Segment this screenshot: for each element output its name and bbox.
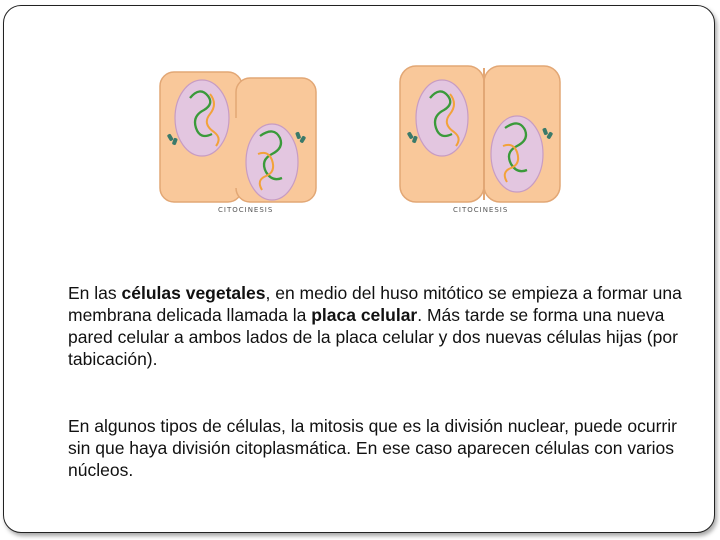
figure-label-left: CITOCINESIS (218, 206, 274, 214)
right-cell-pair (400, 66, 560, 202)
figure-label-right: CITOCINESIS (453, 206, 509, 214)
bullet-item-1 (46, 282, 686, 370)
cytokinesis-illustration (150, 58, 570, 223)
cytokinesis-figure (150, 58, 570, 223)
left-cell-pair (160, 72, 316, 202)
bullet-text-2: En algunos tipos de células, la mitosis que es la división nuclear, puede ocurrir sin que haya división citoplasmática. En ese caso aparecen células con varios núcleos. (68, 416, 677, 480)
bullet-item-2 (46, 415, 686, 481)
bullet-text-1: En las células vegetales, en medio del huso mitótico se empieza a formar una membrana delicada llamada la placa celular. Más tarde se forma una nueva pared celular a ambos lados de la placa celular y dos nuevas células hijas (por tabicación). (68, 283, 682, 369)
